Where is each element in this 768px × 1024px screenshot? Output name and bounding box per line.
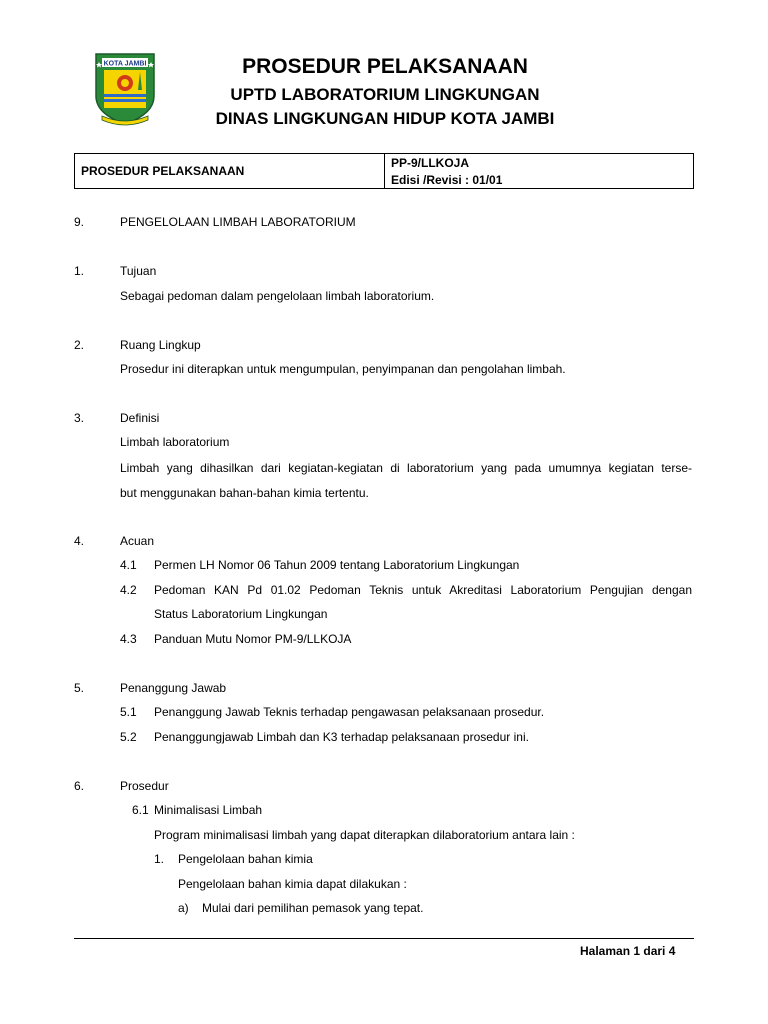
page-number: Halaman 1 dari 4 — [580, 944, 676, 958]
penanggung-jawab-title: Penanggung Jawab — [120, 681, 227, 695]
penanggung-jawab-item-text: Penanggung Jawab Teknis terhadap pengawasan pelaksanaan prosedur. — [154, 705, 545, 719]
definisi-body-line1: Limbah yang dihasilkan dari kegiatan-kegiatan di laboratorium yang pada umumnya kegiatan terse- — [120, 461, 692, 475]
document-info-left-cell — [75, 154, 385, 188]
pengelolaan-bahan-body: Pengelolaan bahan kimia dapat dilakukan : — [178, 877, 407, 891]
penanggung-jawab-item-number: 5.2 — [120, 730, 137, 744]
tujuan-title: Tujuan — [120, 264, 157, 278]
acuan-item-number: 4.3 — [120, 632, 137, 646]
sub-item-letter: a) — [178, 901, 189, 915]
ruang-lingkup-number: 2. — [74, 338, 85, 352]
penanggung-jawab-item-number: 5.1 — [120, 705, 137, 719]
acuan-item-text: Permen LH Nomor 06 Tahun 2009 tentang Laboratorium Lingkungan — [154, 558, 520, 572]
document-subtitle-dinas: DINAS LINGKUNGAN HIDUP KOTA JAMBI — [215, 109, 555, 128]
definisi-number: 3. — [74, 411, 85, 425]
document-subtitle-lab: UPTD LABORATORIUM LINGKUNGAN — [230, 85, 540, 104]
penanggung-jawab-item-text: Penanggungjawab Limbah dan K3 terhadap pelaksanaan prosedur ini. — [154, 730, 529, 744]
ruang-lingkup-body: Prosedur ini diterapkan untuk mengumpulan, penyimpanan dan pengolahan limbah. — [120, 362, 566, 376]
section-heading-text: PENGELOLAAN LIMBAH LABORATORIUM — [120, 215, 356, 229]
acuan-item-number: 4.1 — [120, 558, 137, 572]
minimalisasi-intro: Program minimalisasi limbah yang dapat diterapkan dilaboratorium antara lain : — [154, 828, 575, 842]
footer-divider — [74, 938, 694, 939]
minimalisasi-number: 6.1 — [132, 803, 149, 817]
prosedur-title: Prosedur — [120, 779, 169, 793]
document-code: PP-9/LLKOJA — [391, 156, 470, 170]
kota-jambi-logo — [92, 50, 158, 130]
tujuan-number: 1. — [74, 264, 85, 278]
tujuan-body: Sebagai pedoman dalam pengelolaan limbah laboratorium. — [120, 289, 435, 303]
acuan-title: Acuan — [120, 534, 155, 548]
document-info-table — [74, 153, 694, 189]
acuan-item-text-continued: Status Laboratorium Lingkungan — [154, 607, 328, 621]
document-revision: Edisi /Revisi : 01/01 — [391, 173, 503, 187]
document-title: PROSEDUR PELAKSANAAN — [242, 55, 528, 78]
ruang-lingkup-title: Ruang Lingkup — [120, 338, 201, 352]
sub-item-text: Mulai dari pemilihan pemasok yang tepat. — [202, 901, 424, 915]
svg-text:KOTA JAMBI: KOTA JAMBI — [103, 60, 147, 68]
penanggung-jawab-number: 5. — [74, 681, 85, 695]
section-heading-number: 9. — [74, 215, 85, 229]
minimalisasi-title: Minimalisasi Limbah — [154, 803, 263, 817]
acuan-number: 4. — [74, 534, 85, 548]
definisi-term: Limbah laboratorium — [120, 435, 230, 449]
pengelolaan-bahan-title: Pengelolaan bahan kimia — [178, 852, 313, 866]
acuan-item-text: Panduan Mutu Nomor PM-9/LLKOJA — [154, 632, 352, 646]
acuan-item-text: Pedoman KAN Pd 01.02 Pedoman Teknis untuk Akreditasi Laboratorium Pengujian dengan — [154, 583, 692, 597]
definisi-body-line2: but menggunakan bahan-bahan kimia tertentu. — [120, 486, 369, 500]
prosedur-number: 6. — [74, 779, 85, 793]
acuan-item-number: 4.2 — [120, 583, 137, 597]
pengelolaan-bahan-number: 1. — [154, 852, 165, 866]
definisi-title: Definisi — [120, 411, 160, 425]
document-type-label: PROSEDUR PELAKSANAAN — [81, 164, 245, 178]
